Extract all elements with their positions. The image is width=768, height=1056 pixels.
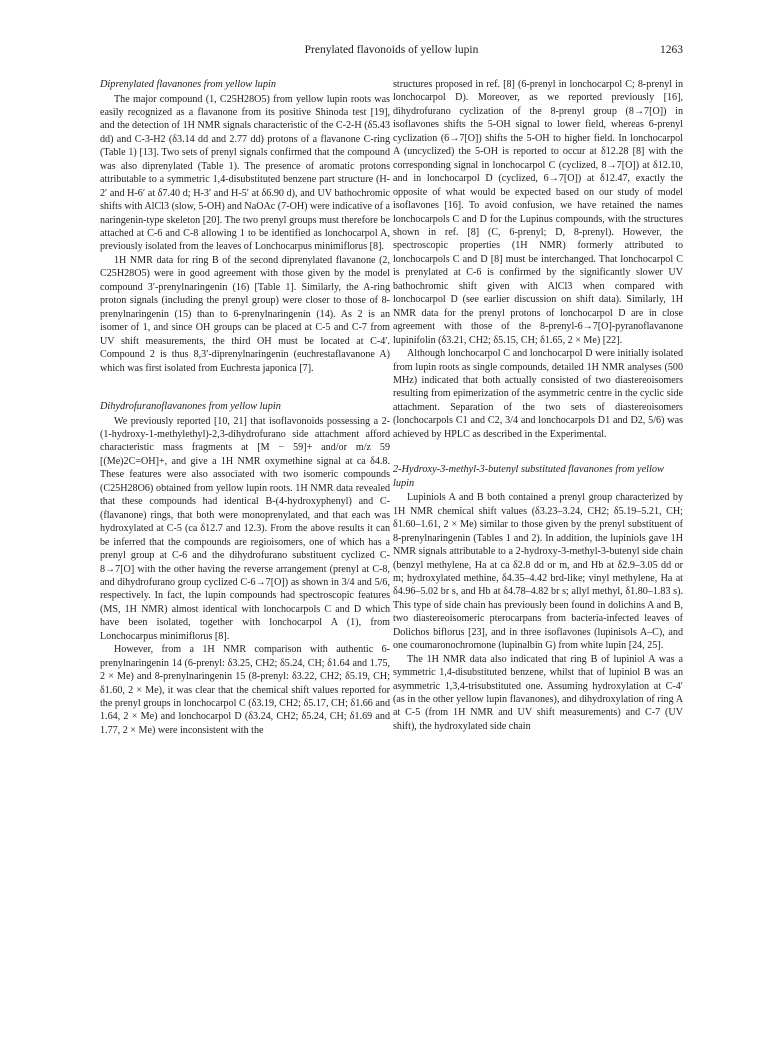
right-column	[393, 78, 683, 733]
left-column	[100, 78, 390, 737]
paragraph: We previously reported [10, 21] that isoflavonoids possessing a 2-(1-hydroxy-1-methylethyl)-2,3-dihydrofurano side attachment afford characteristic mass fragments at [M − 59]+ and/or m/z 59 [(Me)2C=OH]+, and give a 1H NMR oxymethine signal at ca δ4.8. These features were also associated with two isomeric compounds (C25H28O6) obtained from yellow lupin roots. 1H NMR data revealed that these compounds had identical B-(4-hydroxyphenyl) and C-(flavanone) rings, that both were monoprenylated, and that each was hydroxylated at C-5 (ca δ12.7 and 12.3). From the above results it can be inferred that the compounds are regioisomers, one of which has a prenyl group at C-6 and the dihydrofurano substituent cyclized C-8→7[O] with the other having the reverse arrangement (prenyl at C-8, and dihydrofurano group cyclized C-6→7[O]) as shown in 3/4 and 5/6, respectively. In fact, the lupin compounds had spectroscopic features (MS, 1H NMR) almost identical with lonchocarpols C and D which have been isolated, together with lonchocarpol A (1), from Lonchocarpus minimiflorus [8].	[100, 415, 390, 642]
section-heading-hydroxybutenyl: 2-Hydroxy-3-methyl-3-butenyl substituted flavanones from yellow lupin	[393, 464, 664, 489]
page-number: 1263	[660, 44, 683, 56]
paragraph: However, from a 1H NMR comparison with authentic 6-prenylnaringenin 14 (6-prenyl: δ3.25, CH2; δ5.24, CH; δ1.64 and 1.75, 2 × Me) and 8-prenylnaringenin 15 (8-prenyl: δ3.22, CH2; δ5.19, CH; δ1.60, 2 × Me), it was clear that the chemical shift values reported for the prenyl groups in lonchocarpol C (δ3.19, CH2; δ5.17, CH; δ1.66 and 1.64, 2 × Me) and lonchocarpol D (δ3.24, CH2; δ5.24, CH; δ1.69 and 1.77, 2 × Me) were inconsistent with the	[100, 644, 390, 736]
paragraph: The major compound (1, C25H28O5) from yellow lupin roots was easily recognized as a flavanone from its positive Shinoda test [19], and the detection of 1H NMR signals characteristic of the C-2-H (δ5.43 dd) and C-3-H2 (δ3.14 dd and 2.77 dd) protons of a flavanone C-ring (Table 1) [13]. Two sets of prenyl signals confirmed that the compound was also diprenylated (Table 1). The presence of aromatic protons attributable to a symmetric 1,4-disubstituted benzene part structure (H-2′ and H-6′ at δ7.40 d; H-3′ and H-5′ at δ6.90 d), and UV bathochromic shifts with AlCl3 (slow, 5-OH) and NaOAc (7-OH) were indicative of a naringenin-type skeleton [20]. The two prenyl groups must therefore be attached at C-6 and C-8 allowing 1 to be identified as lonchocarpol A, previously isolated from the leaves of Lonchocarpus minimiflorus [8].	[100, 93, 390, 253]
section-heading-dihydrofurano: Dihydrofuranoflavanones from yellow lupin	[100, 401, 281, 413]
running-header	[100, 44, 683, 60]
running-title: Prenylated flavonoids of yellow lupin	[304, 44, 479, 56]
paragraph: Lupiniols A and B both contained a prenyl group characterized by 1H NMR chemical shift values (δ3.23–3.24, CH2; δ5.19–5.21, CH; δ1.60–1.61, 2 × Me) similar to those given by the prenyl substituent of 8-prenylnaringenin (Tables 1 and 2). In addition, the lupiniols gave 1H NMR signals attributable to a 2-hydroxy-3-methyl-3-butenyl side chain (benzyl methylene, Ha at ca δ2.8 dd or m, and Hb at δ2.9–3.05 dd or m; hydroxylated methine, δ4.35–4.42 brd-like; vinyl methylene, Ha at δ4.96–5.02 br s, and Hb at δ4.78–4.82 br s; allyl methyl, δ1.80–1.83 s). This type of side chain has previously been found in dolichins A and B, two diastereoisomeric pterocarpans from bacteria-infected leaves of Dolichos biflorus [23], and in three isoflavones (lupinisols A–C), and one coumaronochromone (lupinalbin G) from white lupin [24, 25].	[393, 492, 683, 652]
section-heading-diprenylated: Diprenylated flavanones from yellow lupin	[100, 79, 276, 90]
paragraph: The 1H NMR data also indicated that ring B of lupiniol A was a symmetric 1,4-disubstituted benzene, whilst that of lupiniol B was an asymmetric 1,3,4-trisubstituted one. Assuming hydroxylation at C-4′ (as in the other yellow lupin flavanones), and dihydroxylation of ring A at C-5 (from 1H NMR and UV shift measurements) and C-7 (UV shift), the hydroxylated side chain	[393, 653, 683, 732]
paragraph-continued: structures proposed in ref. [8] (6-prenyl in lonchocarpol C; 8-prenyl in lonchocarpol D). Moreover, as we reported previously [16], dihydrofurano cyclization of the 8-prenyl group (8→7[O]) in isoflavones shifts the 5-OH signal to lower field, whereas 6-prenyl cyclization (6→7[O]) shifts the 5-OH to higher field. In lonchocarpol A (uncyclized) the 5-OH is reported to occur at δ12.28 [8] with the corresponding signal in lonchocarpol C (cyclized, 8→7[O]) at δ12.10, and in lonchocarpol D (cyclized, 6→7[O]) at δ12.47, exactly the opposite of what would be expected based on our study of model isoflavones [16]. To avoid confusion, we have retained the names lonchocarpols C and D for the Lupinus compounds, with the structures shown in ref. [8] (C, 6-prenyl; D, 8-prenyl). However, the spectroscopic properties (1H NMR) formerly attributed to lonchocarpols C and D [8] must be interchanged. That lonchocarpol C is prenylated at C-6 is confirmed by the significantly slower UV bathochromic shift given with AlCl3 when compared with lonchocarpol D (see earlier discussion on shift data). Similarly, 1H NMR data for the prenyl protons of lonchocarpol D are in close agreement with those of the 8-prenyl-6→7[O]-pyranoflavanone lupinifolin (δ3.21, CH2; δ5.15, CH; δ1.65, 2 × Me) [22].	[393, 79, 683, 346]
paragraph: 1H NMR data for ring B of the second diprenylated flavanone (2, C25H28O5) were in good agreement with those given by the model compound 3′-prenylnaringenin (16) [Table 1]. Similarly, the A-ring proton signals (including the prenyl group) were closer to those of 8-prenylnaringenin (15) than to 6-prenylnaringenin (14). As 2 is an isomer of 1, and since OH groups can be placed at C-5 and C-7 from UV shift measurements, the third OH must be located at C-4′. Compound 2 is thus 8,3′-diprenylnaringenin (euchrestaflavanone A) which was first isolated from Euchresta japonica [7].	[100, 254, 390, 374]
paragraph: Although lonchocarpol C and lonchocarpol D were initially isolated from lupin roots as single compounds, detailed 1H NMR analyses (500 MHz) indicated that both actually consisted of two diastereoisomers resulting from epimerization of the asymmetric centre in the cyclic side attachment. Separation of the two sets of diastereoisomers (lonchocarpols C1 and C2, 3/4 and lonchocarpols D1 and D2, 5/6) was achieved by HPLC as described in the Experimental.	[393, 348, 683, 440]
